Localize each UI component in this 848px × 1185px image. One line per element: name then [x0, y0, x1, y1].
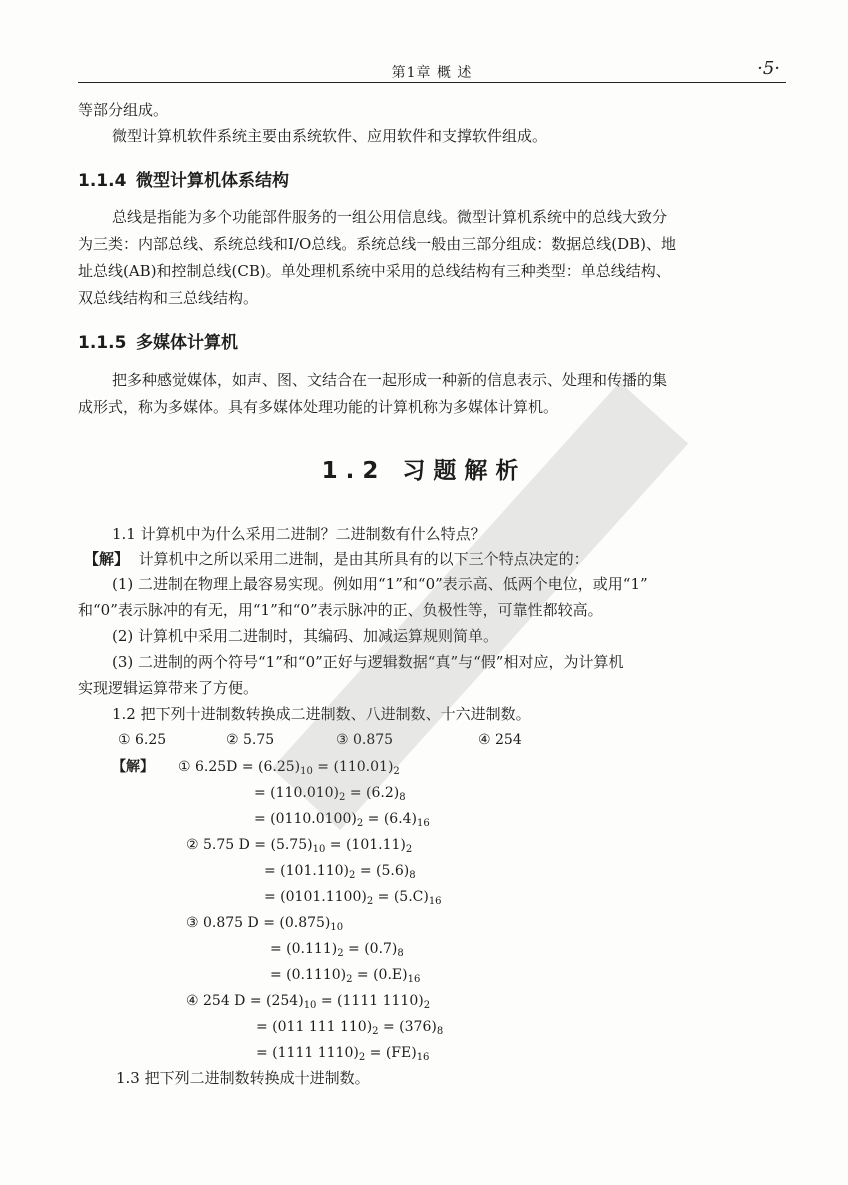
running-header [78, 56, 786, 83]
question-1-1: 1.1 计算机中为什么采用二进制？二进制数有什么特点？ [112, 525, 486, 543]
equation-line: ① $6.25D = (6.25)_{10} = (110.01)_2$ [178, 759, 400, 777]
section-title: 多媒体计算机 [136, 333, 238, 353]
chapter-title: 第1章 概 述 [391, 65, 473, 81]
section-heading-1-2: 1.2 习题解析 [321, 458, 527, 484]
answer-tag: 【解】 [112, 759, 154, 775]
paragraph-line: 址总线(AB)和控制总线(CB)。单处理机系统中采用的总线结构有三种类型：单总线结构、 [78, 262, 671, 280]
paragraph-line: 微型计算机软件系统主要由系统软件、应用软件和支撑软件组成。 [112, 127, 548, 145]
equation-line: ② 5.75 $D = (5.75)_{10} = (101.11)_2$ [186, 837, 413, 855]
equation-line: = $(0.111)_2 = (0.7)_8$ [270, 941, 404, 959]
section-heading-1-1-4 [78, 166, 289, 191]
section-number: 1.1.4 [78, 171, 127, 191]
paragraph-line: (3) 二进制的两个符号“1”和“0”正好与逻辑数据“真”与“假”相对应，为计算机 [112, 653, 624, 671]
paragraph-line: 实现逻辑运算带来了方便。 [78, 679, 259, 697]
item-3: ③ 0.875 [336, 732, 394, 748]
equation-line: ④ 254 $D = (254)_{10} = (1111$ $1110)_2$ [186, 993, 431, 1011]
item-2: ② 5.75 [226, 732, 275, 748]
section-heading-1-1-5 [78, 328, 238, 353]
paragraph-line: (2) 计算机中采用二进制时，其编码、加减运算规则简单。 [112, 627, 499, 645]
equation-line: = $(0101.1100)_2 = (5.C)_{16}$ [264, 889, 442, 907]
equation-line: = $(101.110)_2 = (5.6)_8$ [264, 863, 416, 881]
question-1-3: 1.3 把下列二进制数转换成十进制数。 [116, 1069, 370, 1087]
answer-tag: 【解】 [84, 550, 130, 568]
section-number: 1.1.5 [78, 333, 127, 353]
paragraph-line: 等部分组成。 [78, 101, 169, 119]
item-4: ④ 254 [478, 732, 522, 748]
page-number: ·5· [757, 58, 780, 79]
answer-text: 计算机中之所以采用二进制，是由其所具有的以下三个特点决定的： [138, 550, 589, 568]
answer-line [84, 549, 790, 569]
paragraph-line: 把多种感觉媒体，如声、图、文结合在一起形成一种新的信息表示、处理和传播的集 [112, 371, 668, 389]
equation-line: = $(110.010)_2 = (6.2)_8$ [254, 785, 406, 803]
section-title: 微型计算机体系结构 [136, 171, 289, 191]
paragraph-line: 双总线结构和三总线结构。 [78, 289, 259, 307]
paragraph-line: 和“0”表示脉冲的有无，用“1”和“0”表示脉冲的正、负极性等，可靠性都较高。 [78, 601, 603, 619]
paragraph-line: 总线是指能为多个功能部件服务的一组公用信息线。微型计算机系统中的总线大致分 [112, 208, 668, 226]
paragraph-line: (1) 二进制在物理上最容易实现。例如用“1”和“0”表示高、低两个电位，或用“1” [112, 575, 648, 593]
paragraph-line: 成形式，称为多媒体。具有多媒体处理功能的计算机称为多媒体计算机。 [78, 398, 559, 416]
equation-line: = $(0110.0100)_2 = (6.4)_{16}$ [254, 811, 430, 829]
equation-line: = (011 111 $110)_2 = (376)_8$ [256, 1019, 444, 1037]
paragraph-line: 为三类：内部总线、系统总线和I/O总线。系统总线一般由三部分组成：数据总线(DB)、地 [78, 235, 677, 253]
equation-line: = (1111 $1110)_2 = (FE)_{16}$ [256, 1045, 430, 1063]
item-1: ① 6.25 [118, 732, 167, 748]
question-1-2: 1.2 把下列十进制数转换成二进制数、八进制数、十六进制数。 [112, 705, 531, 723]
equation-line: = $(0.1110)_2 = (0.E)_{16}$ [270, 967, 421, 985]
equation-line: ③ 0.875 $D = (0.875)_{10}$ [186, 915, 344, 933]
